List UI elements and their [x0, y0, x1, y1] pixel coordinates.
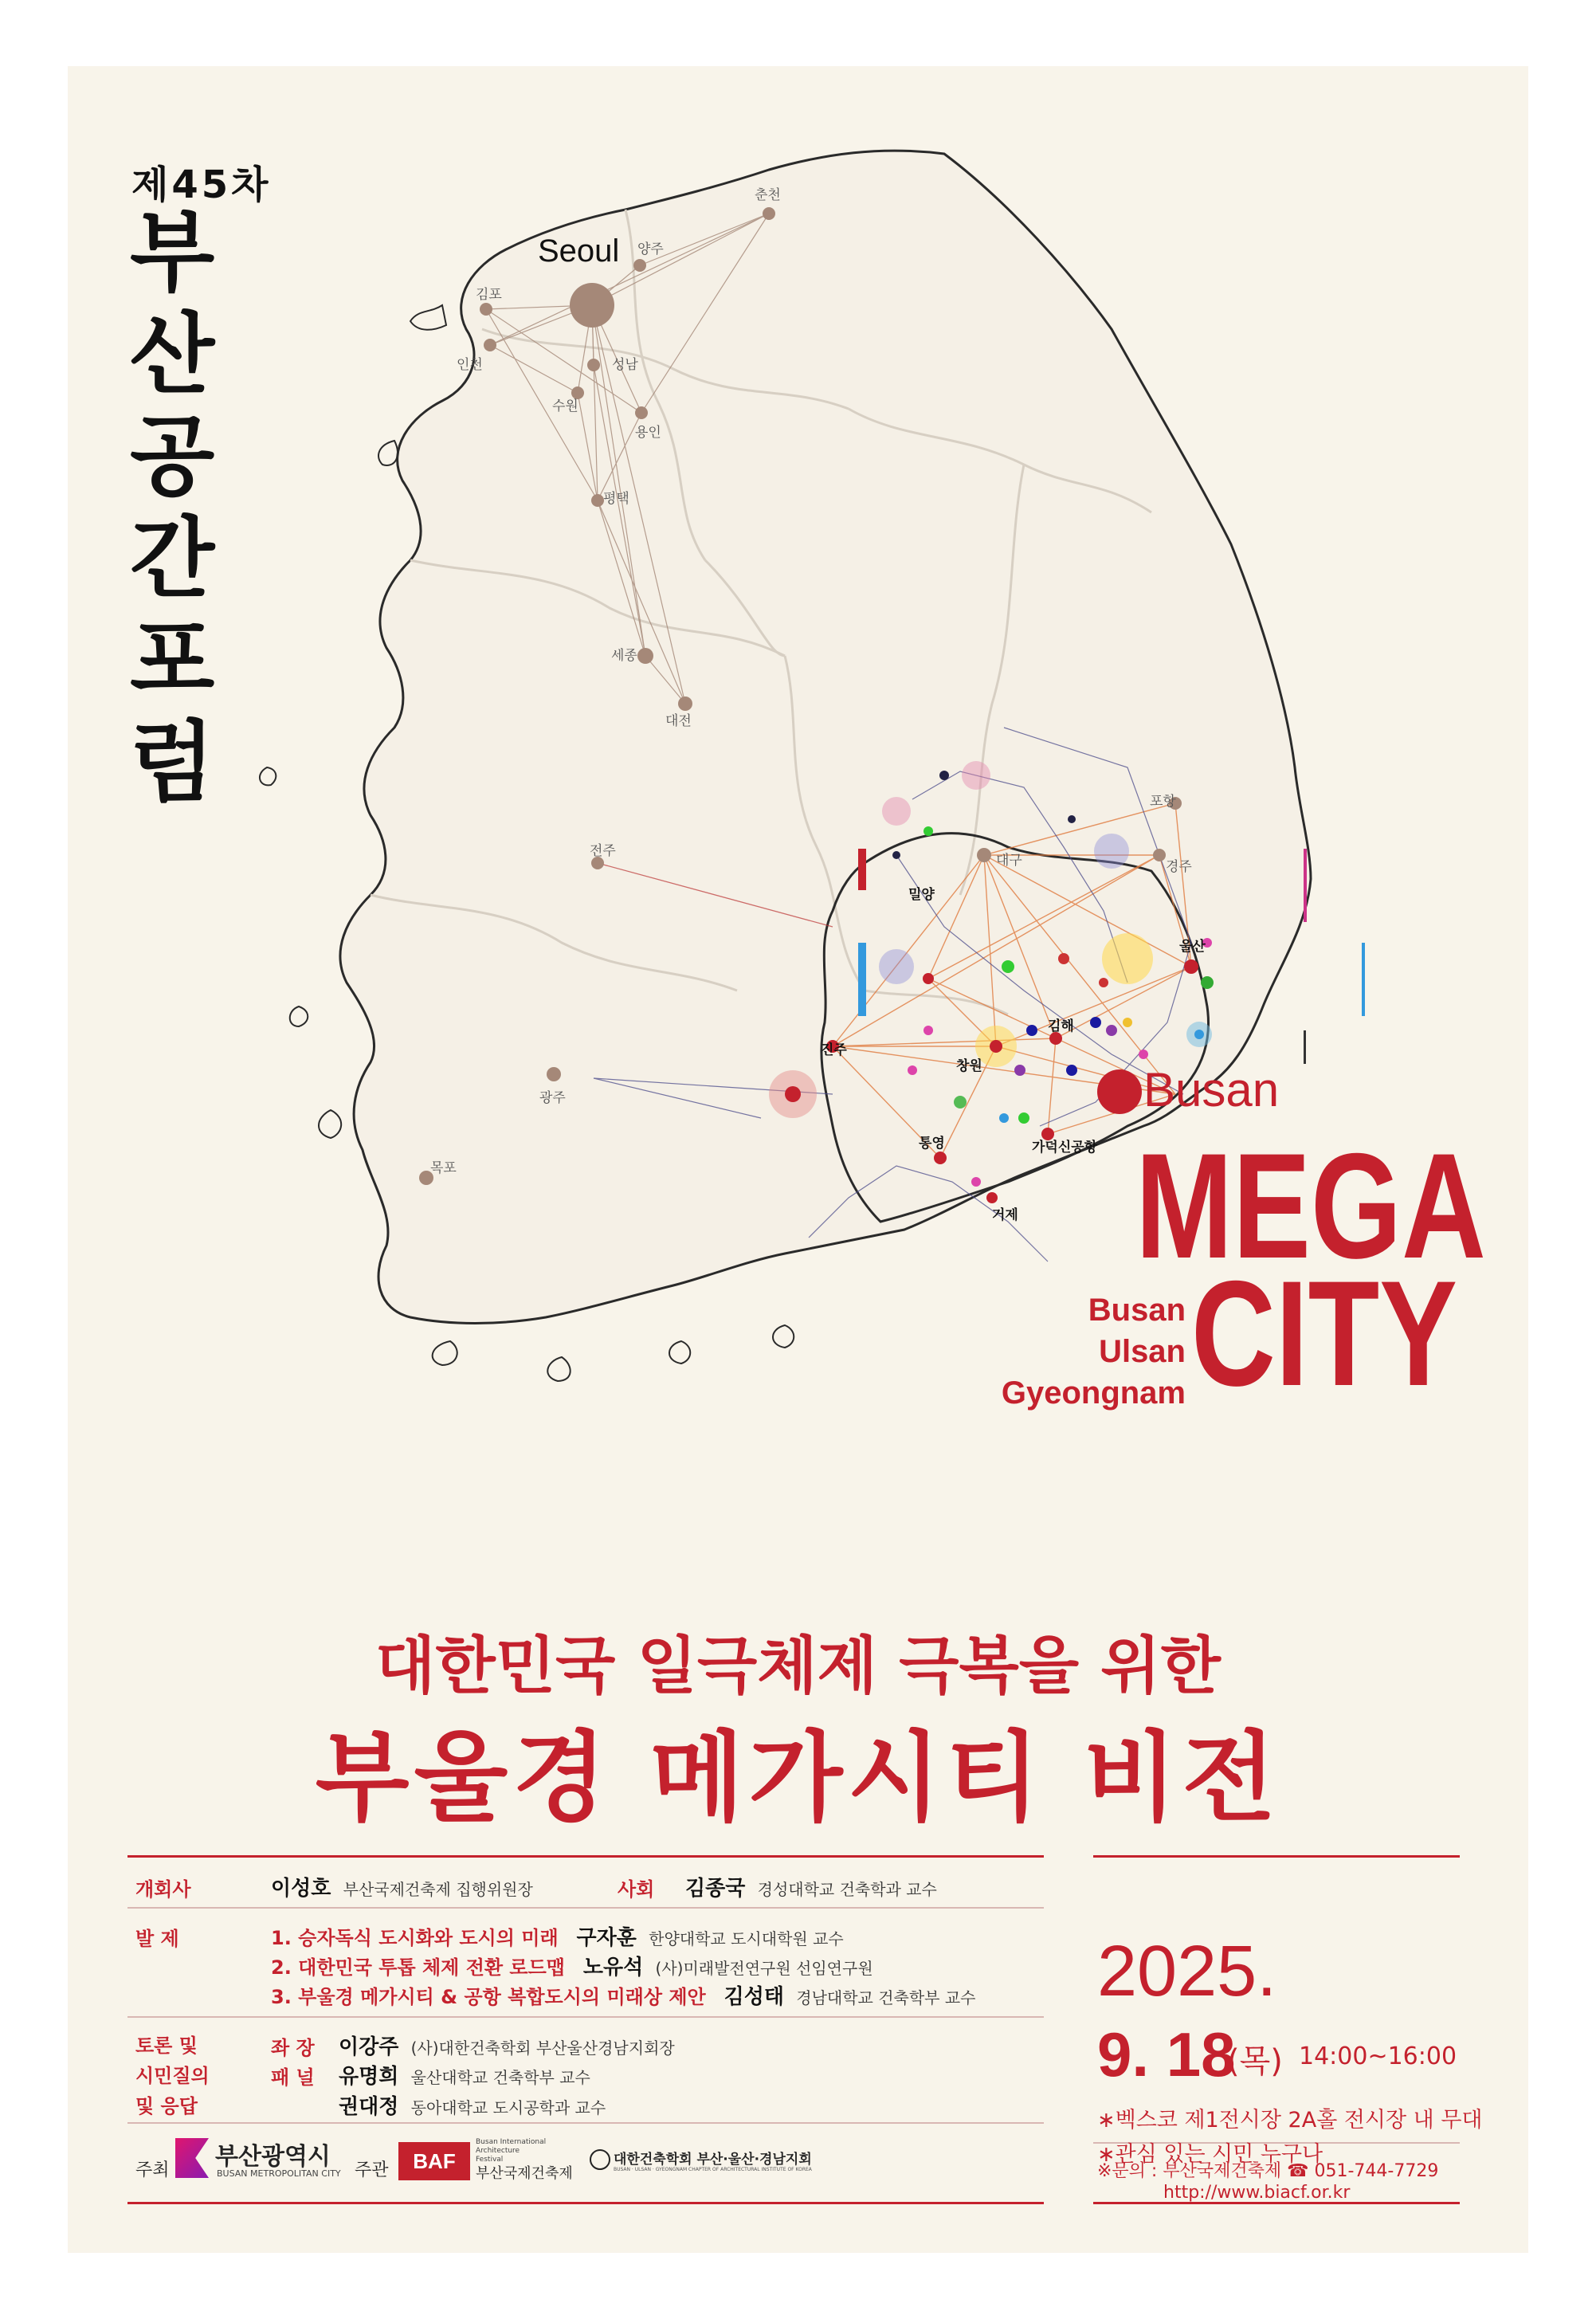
host-name: 부산광역시	[215, 2143, 331, 2171]
map-label-gadeok-airport: 가덕신공항	[1032, 1140, 1098, 1156]
map-label-pohang: 포항	[1150, 794, 1176, 810]
presentations-label: 발 제	[135, 1928, 179, 1950]
map-label-tongyeong: 통영	[919, 1136, 945, 1152]
busan-label: Busan	[1143, 1063, 1280, 1116]
map-label-sejong: 세종	[611, 648, 637, 664]
event-audience: ∗관심 있는 시민 누구나	[1097, 2142, 1323, 2167]
moderator-name: 김종국	[685, 1877, 746, 1901]
chair-name: 이강주	[339, 2035, 399, 2059]
region-ulsan: Ulsan	[1099, 1334, 1186, 1369]
presentation-item	[271, 1951, 873, 1980]
busan-city-logo-icon	[175, 2138, 209, 2178]
map-label-ulsan: 울산	[1179, 939, 1206, 955]
presenter-name: 구자훈	[576, 1926, 637, 1950]
map-label-incheon: 인천	[457, 357, 483, 373]
aik-logo-icon	[590, 2149, 610, 2170]
presenter-affiliation: (사)미래발전연구원 선임연구원	[655, 1959, 873, 1978]
discussion-label	[135, 2031, 210, 2121]
organizer-name-en: Busan International Architecture Festival	[476, 2138, 547, 2164]
host-name-en: BUSAN METROPOLITAN CITY	[217, 2168, 341, 2179]
subtitle-line1: 대한민국 일극체제 극복을 위한	[375, 1630, 1221, 1702]
panel-role: 패 널	[271, 2066, 315, 2089]
presenter-name: 노유석	[582, 1956, 644, 1980]
host-label: 주최	[135, 2160, 170, 2180]
map-label-chuncheon: 춘천	[755, 187, 781, 203]
moderator-affiliation: 경성대학교 건축학과 교수	[757, 1880, 937, 1899]
map-label-changwon: 창원	[956, 1058, 982, 1074]
panelist	[339, 2060, 590, 2089]
discussion-label-line: 토론 및	[135, 2035, 198, 2057]
program-top-rule	[127, 1855, 1044, 1858]
panelist-name: 유명희	[339, 2065, 399, 2089]
subtitle-line2: 부울경 메가시티 비전	[315, 1721, 1281, 1834]
presenter-affiliation: 경남대학교 건축학부 교수	[796, 1988, 976, 2007]
event-contact: ※문의 : 부산국제건축제 ☎ 051-744-7729	[1097, 2161, 1439, 2181]
map-label-miryang: 밀양	[908, 887, 935, 903]
region-busan: Busan	[1088, 1293, 1186, 1328]
program-bottom-rule	[127, 2202, 1044, 2204]
presenter-affiliation: 한양대학교 도시대학원 교수	[649, 1929, 844, 1948]
panelist	[339, 2090, 606, 2120]
presentation-topic: 2. 대한민국 투톱 체제 전환 로드맵	[271, 1956, 565, 1979]
divider	[127, 2016, 1044, 2018]
map-label-gyeongju: 경주	[1166, 859, 1192, 875]
partner-name-en: BUSAN · ULSAN · GYEONGNAM CHAPTER OF ARCHITECTURAL INSTITUTE OF KOREA	[614, 2167, 812, 2172]
organizer-name: 부산국제건축제	[476, 2165, 573, 2182]
map-label-yongin: 용인	[635, 425, 661, 441]
headline-regions	[1002, 1289, 1186, 1414]
forum-title: 부산공간포럼	[130, 202, 229, 814]
organizer-label: 주관	[355, 2160, 389, 2180]
map-label-mokpo: 목포	[430, 1160, 457, 1176]
seoul-label: Seoul	[538, 233, 620, 269]
event-weekday: (목)	[1227, 2043, 1283, 2080]
map-label-jinju: 진주	[821, 1042, 847, 1058]
region-gyeongnam: Gyeongnam	[1001, 1375, 1186, 1411]
map-label-suwon: 수원	[552, 398, 578, 414]
poster	[68, 66, 1528, 2253]
panelist-affiliation: 동아대학교 도시공학과 교수	[410, 2098, 606, 2117]
partner-name: 대한건축학회 부산·울산·경남지회	[614, 2152, 812, 2168]
opening-label: 개회사	[135, 1878, 191, 1901]
opening-speaker	[271, 1872, 533, 1901]
event-url[interactable]: http://www.biacf.or.kr	[1163, 2183, 1351, 2203]
baf-logo-icon: BAF	[398, 2142, 470, 2180]
moderator-speaker	[685, 1872, 937, 1901]
presentation-item	[271, 1980, 976, 2010]
headline-city: CITY	[1191, 1250, 1458, 1417]
map-label-geoje: 거제	[992, 1207, 1018, 1223]
presentation-topic: 1. 승자독식 도시화와 도시의 미래	[271, 1927, 559, 1949]
opening-name: 이성호	[271, 1877, 331, 1901]
presentation-item	[271, 1921, 844, 1951]
chair-role: 좌 장	[271, 2037, 315, 2059]
discussion-label-line: 및 응답	[135, 2095, 198, 2117]
opening-affiliation: 부산국제건축제 집행위원장	[343, 1880, 533, 1899]
map-label-yangju: 양주	[637, 241, 664, 257]
map-label-gimpo: 김포	[476, 287, 502, 303]
presenter-name: 김성태	[723, 1985, 784, 2009]
chair-person	[339, 2031, 675, 2060]
moderator-label: 사회	[618, 1878, 655, 1901]
divider	[127, 1907, 1044, 1909]
panelist-name: 권대정	[339, 2095, 399, 2119]
forum-series: 제45차	[131, 163, 272, 207]
discussion-label-line: 시민질의	[135, 2065, 210, 2087]
map-label-daegu: 대구	[996, 853, 1022, 869]
map-label-seongnam: 성남	[612, 357, 638, 373]
event-time: 14:00~16:00	[1299, 2042, 1457, 2070]
chair-affiliation: (사)대한건축학회 부산울산경남지회장	[410, 2038, 675, 2058]
event-date: 9. 18	[1097, 2019, 1236, 2089]
map-label-gwangju: 광주	[539, 1090, 566, 1106]
panelist-affiliation: 울산대학교 건축학부 교수	[410, 2068, 590, 2087]
event-venue: ∗벡스코 제1전시장 2A홀 전시장 내 무대	[1097, 2108, 1483, 2133]
presentation-topic: 3. 부울경 메가시티 & 공항 복합도시의 미래상 제안	[271, 1986, 706, 2008]
headline-mega: MEGA	[1135, 1122, 1486, 1289]
date-top-rule	[1093, 1855, 1460, 1858]
map-label-jeonju: 전주	[590, 843, 616, 859]
map-label-daejeon: 대전	[665, 713, 692, 729]
event-year: 2025.	[1097, 1932, 1277, 2011]
divider	[127, 2122, 1044, 2124]
map-label-pyeongtaek: 평택	[603, 491, 629, 507]
map-label-gimhae: 김해	[1048, 1018, 1074, 1034]
